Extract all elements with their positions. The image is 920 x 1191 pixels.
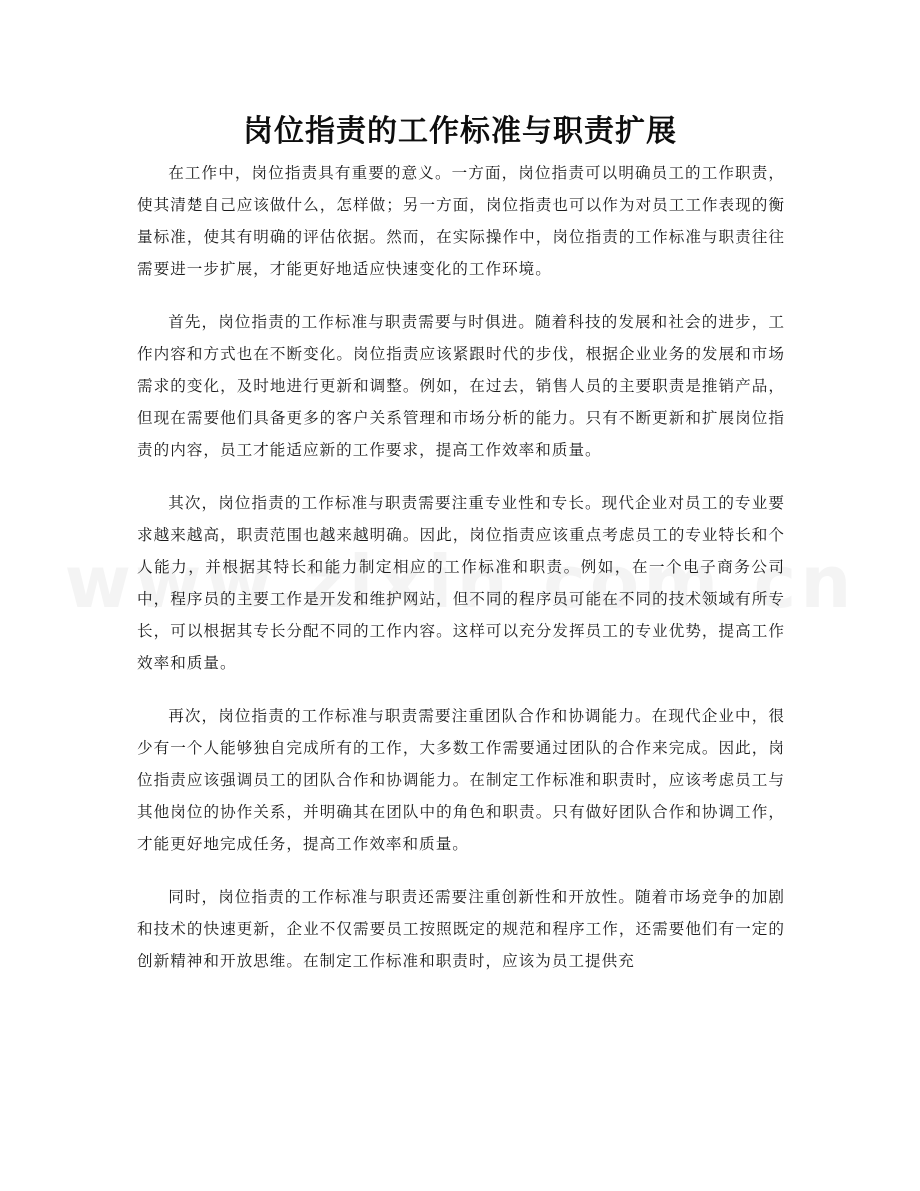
paragraph-3: 其次，岗位指责的工作标准与职责需要注重专业性和专长。现代企业对员工的专业要求越来越高，职责范围也越来越明确。因此，岗位指责应该重点考虑员工的专业特长和个人能力，并根据其特长和能力制定相应的工作标准和职责。例如，在一个电子商务公司中，程序员的主要工作是开发和维护网站，但不同的程序员可能在不同的技术领域有所专长，可以根据其专长分配不同的工作内容。这样可以充分发挥员工的专业优势，提高工作效率和质量。	[137, 494, 785, 672]
paragraph-4: 再次，岗位指责的工作标准与职责需要注重团队合作和协调能力。在现代企业中，很少有一个人能够独自完成所有的工作，大多数工作需要通过团队的合作来完成。因此，岗位指责应该强调员工的团队合作和协调能力。在制定工作标准和职责时，应该考虑员工与其他岗位的协作关系，并明确其在团队中的角色和职责。只有做好团队合作和协调工作，才能更好地完成任务，提高工作效率和质量。	[137, 707, 785, 853]
paragraph-1: 在工作中，岗位指责具有重要的意义。一方面，岗位指责可以明确员工的工作职责，使其清楚自己应该做什么，怎样做；另一方面，岗位指责也可以作为对员工工作表现的衡量标准，使其有明确的评估依据。然而，在实际操作中，岗位指责的工作标准与职责往往需要进一步扩展，才能更好地适应快速变化的工作环境。	[137, 164, 785, 278]
document-title: 岗位指责的工作标准与职责扩展	[243, 114, 677, 149]
paragraph-5: 同时，岗位指责的工作标准与职责还需要注重创新性和开放性。随着市场竞争的加剧和技术的快速更新，企业不仅需要员工按照既定的规范和程序工作，还需要他们有一定的创新精神和开放思维。在制定工作标准和职责时，应该为员工提供充	[137, 888, 785, 970]
paragraph-2: 首先，岗位指责的工作标准与职责需要与时俱进。随着科技的发展和社会的进步，工作内容和方式也在不断变化。岗位指责应该紧跟时代的步伐，根据企业业务的发展和市场需求的变化，及时地进行更新和调整。例如，在过去，销售人员的主要职责是推销产品，但现在需要他们具备更多的客户关系管理和市场分析的能力。只有不断更新和扩展岗位指责的内容，员工才能适应新的工作要求，提高工作效率和质量。	[137, 313, 785, 459]
document-body	[137, 157, 785, 998]
